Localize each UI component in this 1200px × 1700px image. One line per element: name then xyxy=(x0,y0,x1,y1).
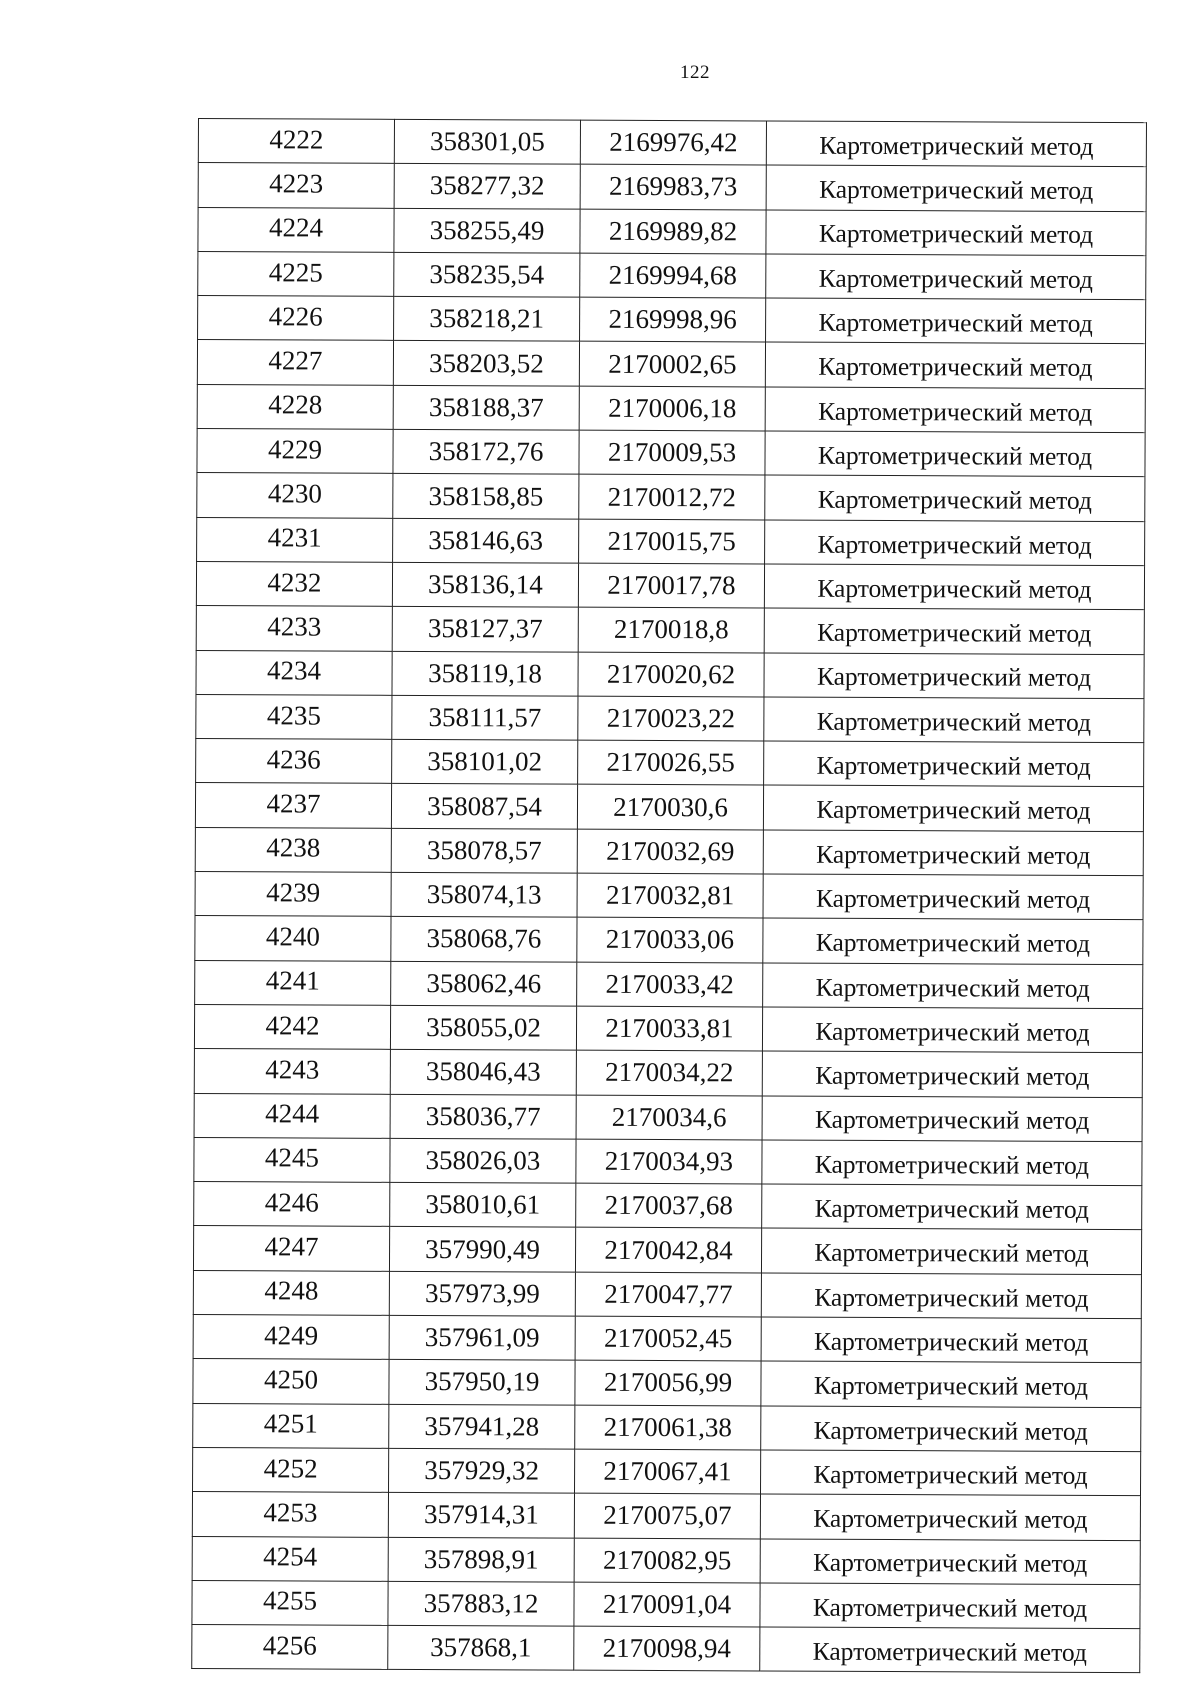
point-number-cell: 4248 xyxy=(193,1270,389,1315)
point-number-cell: 4238 xyxy=(195,827,391,872)
y-coordinate-cell: 2170006,18 xyxy=(579,386,765,431)
table-row xyxy=(192,1580,1140,1628)
x-coordinate-cell: 357868,1 xyxy=(388,1625,574,1670)
x-coordinate-cell: 358036,77 xyxy=(390,1094,576,1139)
table-row xyxy=(198,163,1146,211)
y-coordinate-cell: 2170034,6 xyxy=(576,1095,762,1140)
point-number-cell: 4225 xyxy=(198,251,394,296)
method-cell: Картометрический метод xyxy=(762,1051,1142,1097)
method-cell: Картометрический метод xyxy=(763,785,1143,831)
method-cell: Картометрический метод xyxy=(763,830,1143,876)
y-coordinate-cell: 2170061,38 xyxy=(575,1405,761,1450)
table-row xyxy=(195,827,1143,875)
method-cell: Картометрический метод xyxy=(766,254,1146,300)
point-number-cell: 4244 xyxy=(194,1093,390,1138)
x-coordinate-cell: 357950,19 xyxy=(389,1360,575,1405)
y-coordinate-cell: 2170012,72 xyxy=(579,475,765,520)
method-cell: Картометрический метод xyxy=(762,1096,1142,1142)
y-coordinate-cell: 2170056,99 xyxy=(575,1360,761,1405)
x-coordinate-cell: 358119,18 xyxy=(392,651,578,696)
table-row xyxy=(198,119,1146,167)
y-coordinate-cell: 2170034,93 xyxy=(576,1139,762,1184)
y-coordinate-cell: 2170037,68 xyxy=(576,1183,762,1228)
y-coordinate-cell: 2169983,73 xyxy=(580,164,766,209)
table-row xyxy=(192,1625,1140,1673)
point-number-cell: 4256 xyxy=(192,1625,388,1670)
table-row xyxy=(195,783,1143,831)
x-coordinate-cell: 358203,52 xyxy=(393,341,579,386)
table-row xyxy=(193,1403,1141,1451)
method-cell: Картометрический метод xyxy=(762,1140,1142,1186)
page-number: 122 xyxy=(680,62,710,83)
point-number-cell: 4249 xyxy=(193,1315,389,1360)
point-number-cell: 4229 xyxy=(197,429,393,474)
y-coordinate-cell: 2170032,81 xyxy=(577,873,763,918)
point-number-cell: 4237 xyxy=(195,783,391,828)
method-cell: Картометрический метод xyxy=(760,1494,1140,1540)
table-row xyxy=(194,1004,1142,1052)
point-number-cell: 4247 xyxy=(193,1226,389,1271)
table-row xyxy=(195,960,1143,1008)
table-row xyxy=(198,207,1146,255)
y-coordinate-cell: 2170091,04 xyxy=(574,1582,760,1627)
x-coordinate-cell: 358301,05 xyxy=(394,119,580,164)
y-coordinate-cell: 2170098,94 xyxy=(574,1626,760,1671)
y-coordinate-cell: 2170052,45 xyxy=(575,1316,761,1361)
point-number-cell: 4245 xyxy=(194,1137,390,1182)
y-coordinate-cell: 2170017,78 xyxy=(578,563,764,608)
method-cell: Картометрический метод xyxy=(760,1583,1140,1629)
x-coordinate-cell: 358136,14 xyxy=(392,562,578,607)
table-row xyxy=(194,1093,1142,1141)
method-cell: Картометрический метод xyxy=(761,1317,1141,1363)
point-number-cell: 4227 xyxy=(197,340,393,385)
method-cell: Картометрический метод xyxy=(764,653,1144,699)
point-number-cell: 4223 xyxy=(198,163,394,208)
method-cell: Картометрический метод xyxy=(764,697,1144,743)
x-coordinate-cell: 358074,13 xyxy=(391,872,577,917)
point-number-cell: 4236 xyxy=(196,739,392,784)
method-cell: Картометрический метод xyxy=(761,1228,1141,1274)
method-cell: Картометрический метод xyxy=(766,165,1146,211)
x-coordinate-cell: 357883,12 xyxy=(388,1581,574,1626)
table-row xyxy=(194,1049,1142,1097)
method-cell: Картометрический метод xyxy=(760,1627,1140,1673)
y-coordinate-cell: 2170047,77 xyxy=(575,1272,761,1317)
y-coordinate-cell: 2169976,42 xyxy=(580,120,766,165)
point-number-cell: 4254 xyxy=(192,1536,388,1581)
point-number-cell: 4242 xyxy=(194,1004,390,1049)
y-coordinate-cell: 2170032,69 xyxy=(577,829,763,874)
point-number-cell: 4252 xyxy=(193,1447,389,1492)
y-coordinate-cell: 2170023,22 xyxy=(578,696,764,741)
x-coordinate-cell: 358087,54 xyxy=(391,784,577,829)
x-coordinate-cell: 357929,32 xyxy=(389,1448,575,1493)
point-number-cell: 4231 xyxy=(197,517,393,562)
table-row xyxy=(197,517,1145,565)
x-coordinate-cell: 358078,57 xyxy=(391,828,577,873)
y-coordinate-cell: 2169994,68 xyxy=(580,253,766,298)
x-coordinate-cell: 357914,31 xyxy=(388,1493,574,1538)
table-row xyxy=(196,606,1144,654)
point-number-cell: 4224 xyxy=(198,207,394,252)
table-row xyxy=(193,1226,1141,1274)
table-row xyxy=(196,650,1144,698)
table-row xyxy=(194,1137,1142,1185)
x-coordinate-cell: 358062,46 xyxy=(391,961,577,1006)
method-cell: Картометрический метод xyxy=(763,963,1143,1009)
method-cell: Картометрический метод xyxy=(762,1184,1142,1230)
y-coordinate-cell: 2170018,8 xyxy=(578,607,764,652)
y-coordinate-cell: 2170030,6 xyxy=(577,785,763,830)
method-cell: Картометрический метод xyxy=(764,741,1144,787)
method-cell: Картометрический метод xyxy=(766,210,1146,256)
y-coordinate-cell: 2170026,55 xyxy=(578,740,764,785)
table-row xyxy=(192,1492,1140,1540)
table-row xyxy=(198,296,1146,344)
table-row xyxy=(196,694,1144,742)
table-row xyxy=(196,739,1144,787)
x-coordinate-cell: 358111,57 xyxy=(392,695,578,740)
method-cell: Картометрический метод xyxy=(765,342,1145,388)
x-coordinate-cell: 358218,21 xyxy=(394,297,580,342)
x-coordinate-cell: 358127,37 xyxy=(392,607,578,652)
y-coordinate-cell: 2170002,65 xyxy=(579,342,765,387)
x-coordinate-cell: 357990,49 xyxy=(389,1227,575,1272)
coordinates-table xyxy=(191,118,1147,1674)
x-coordinate-cell: 358172,76 xyxy=(393,429,579,474)
point-number-cell: 4226 xyxy=(198,296,394,341)
x-coordinate-cell: 358026,03 xyxy=(390,1138,576,1183)
y-coordinate-cell: 2169998,96 xyxy=(580,297,766,342)
method-cell: Картометрический метод xyxy=(761,1361,1141,1407)
method-cell: Картометрический метод xyxy=(765,431,1145,477)
method-cell: Картометрический метод xyxy=(763,874,1143,920)
point-number-cell: 4241 xyxy=(195,960,391,1005)
x-coordinate-cell: 358158,85 xyxy=(393,474,579,519)
table-row xyxy=(193,1447,1141,1495)
x-coordinate-cell: 357941,28 xyxy=(389,1404,575,1449)
x-coordinate-cell: 358101,02 xyxy=(392,740,578,785)
coordinates-table-body xyxy=(192,119,1147,1674)
x-coordinate-cell: 358010,61 xyxy=(390,1182,576,1227)
point-number-cell: 4243 xyxy=(194,1049,390,1094)
y-coordinate-cell: 2170033,42 xyxy=(577,962,763,1007)
table-row xyxy=(193,1315,1141,1363)
x-coordinate-cell: 358055,02 xyxy=(390,1005,576,1050)
point-number-cell: 4255 xyxy=(192,1580,388,1625)
y-coordinate-cell: 2170075,07 xyxy=(574,1493,760,1538)
x-coordinate-cell: 358188,37 xyxy=(393,385,579,430)
x-coordinate-cell: 358046,43 xyxy=(390,1050,576,1095)
point-number-cell: 4250 xyxy=(193,1359,389,1404)
table-row xyxy=(197,384,1145,432)
x-coordinate-cell: 357973,99 xyxy=(389,1271,575,1316)
point-number-cell: 4246 xyxy=(194,1182,390,1227)
point-number-cell: 4222 xyxy=(198,119,394,164)
y-coordinate-cell: 2170033,06 xyxy=(577,918,763,963)
method-cell: Картометрический метод xyxy=(762,1007,1142,1053)
y-coordinate-cell: 2170015,75 xyxy=(579,519,765,564)
point-number-cell: 4234 xyxy=(196,650,392,695)
point-number-cell: 4228 xyxy=(197,384,393,429)
y-coordinate-cell: 2170042,84 xyxy=(575,1228,761,1273)
method-cell: Картометрический метод xyxy=(766,121,1146,167)
method-cell: Картометрический метод xyxy=(764,564,1144,610)
table-row xyxy=(198,251,1146,299)
table-row xyxy=(197,429,1145,477)
point-number-cell: 4240 xyxy=(195,916,391,961)
point-number-cell: 4232 xyxy=(196,561,392,606)
method-cell: Картометрический метод xyxy=(761,1406,1141,1452)
x-coordinate-cell: 358068,76 xyxy=(391,917,577,962)
x-coordinate-cell: 357898,91 xyxy=(388,1537,574,1582)
table-row xyxy=(196,561,1144,609)
y-coordinate-cell: 2170033,81 xyxy=(576,1006,762,1051)
point-number-cell: 4239 xyxy=(195,872,391,917)
y-coordinate-cell: 2170082,95 xyxy=(574,1538,760,1583)
method-cell: Картометрический метод xyxy=(765,387,1145,433)
y-coordinate-cell: 2170034,22 xyxy=(576,1050,762,1095)
table-row xyxy=(197,340,1145,388)
y-coordinate-cell: 2170067,41 xyxy=(575,1449,761,1494)
point-number-cell: 4230 xyxy=(197,473,393,518)
point-number-cell: 4233 xyxy=(196,606,392,651)
method-cell: Картометрический метод xyxy=(765,475,1145,521)
method-cell: Картометрический метод xyxy=(764,608,1144,654)
table-row xyxy=(197,473,1145,521)
y-coordinate-cell: 2170009,53 xyxy=(579,430,765,475)
method-cell: Картометрический метод xyxy=(761,1273,1141,1319)
y-coordinate-cell: 2170020,62 xyxy=(578,652,764,697)
table-row xyxy=(193,1359,1141,1407)
point-number-cell: 4251 xyxy=(193,1403,389,1448)
table-row xyxy=(193,1270,1141,1318)
x-coordinate-cell: 358146,63 xyxy=(393,518,579,563)
table-row xyxy=(195,872,1143,920)
y-coordinate-cell: 2169989,82 xyxy=(580,209,766,254)
method-cell: Картометрический метод xyxy=(766,298,1146,344)
x-coordinate-cell: 357961,09 xyxy=(389,1315,575,1360)
x-coordinate-cell: 358235,54 xyxy=(394,252,580,297)
method-cell: Картометрический метод xyxy=(765,520,1145,566)
point-number-cell: 4235 xyxy=(196,694,392,739)
table-row xyxy=(195,916,1143,964)
table-row xyxy=(194,1182,1142,1230)
table-row xyxy=(192,1536,1140,1584)
x-coordinate-cell: 358255,49 xyxy=(394,208,580,253)
x-coordinate-cell: 358277,32 xyxy=(394,164,580,209)
method-cell: Картометрический метод xyxy=(760,1538,1140,1584)
point-number-cell: 4253 xyxy=(192,1492,388,1537)
method-cell: Картометрический метод xyxy=(761,1450,1141,1496)
method-cell: Картометрический метод xyxy=(763,918,1143,964)
